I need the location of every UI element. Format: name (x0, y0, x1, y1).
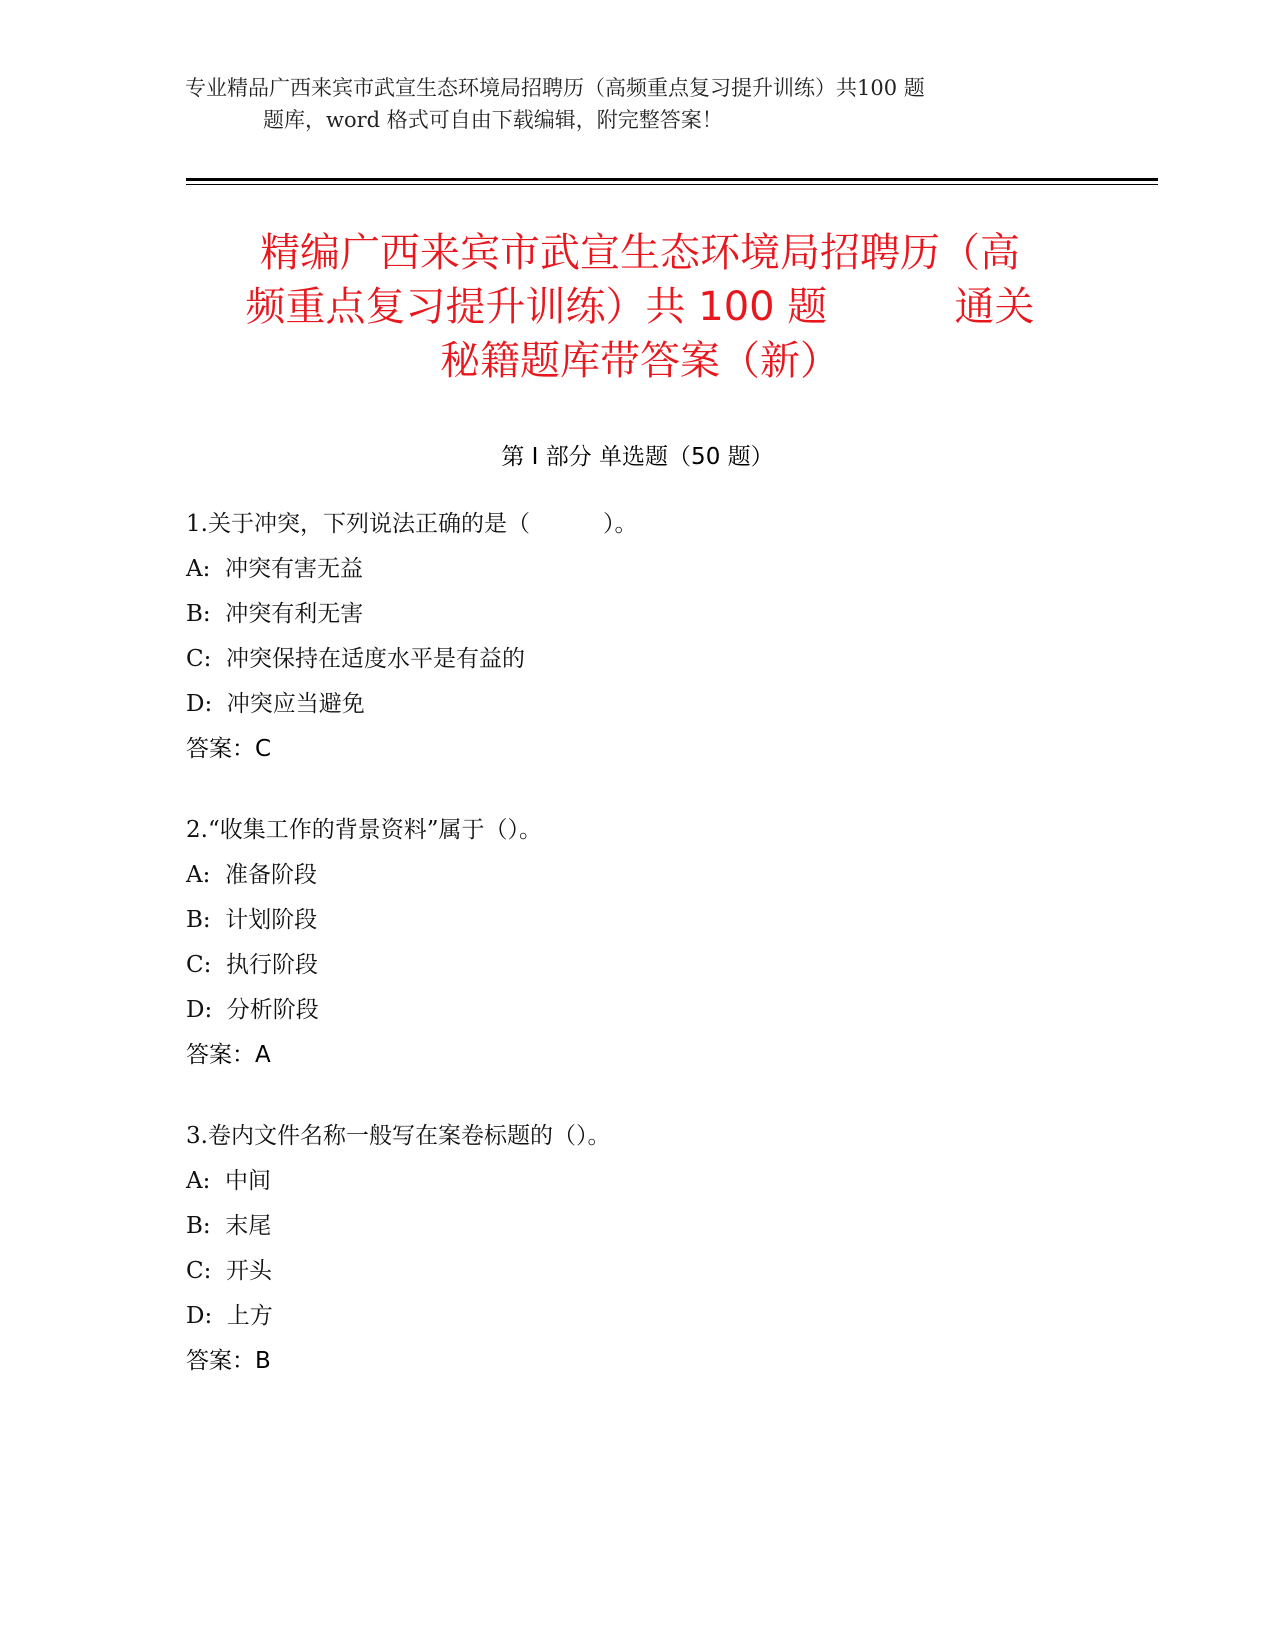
document-title (190, 226, 1090, 388)
option-c: C: 冲突保持在适度水平是有益的 (186, 646, 525, 672)
header-note-line-1: 专业精品广西来宾市武宣生态环境局招聘历（高频重点复习提升训练）共100 题 (185, 76, 925, 100)
option-a: A: 冲突有害无益 (186, 556, 363, 582)
option-b: B: 冲突有利无害 (186, 601, 364, 627)
title-line-2: 频重点复习提升训练）共 100 题 通关 (245, 284, 1035, 330)
option-d: D: 上方 (186, 1303, 273, 1329)
option-c: C: 开头 (186, 1258, 272, 1284)
option-c: C: 执行阶段 (186, 952, 318, 978)
section-title: 第 I 部分 单选题（50 题） (501, 444, 774, 470)
option-b: B: 末尾 (186, 1213, 272, 1239)
question-stem: 3.卷内文件名称一般写在案卷标题的（）。 (186, 1123, 611, 1149)
question-1 (186, 502, 1086, 772)
option-b: B: 计划阶段 (186, 907, 318, 933)
option-a: A: 中间 (186, 1168, 271, 1194)
title-line-3: 秘籍题库带答案（新） (440, 338, 840, 384)
title-line-1: 精编广西来宾市武宣生态环境局招聘历（高 (260, 230, 1020, 276)
question-2 (186, 808, 1086, 1078)
option-a: A: 准备阶段 (186, 862, 317, 888)
question-3 (186, 1114, 1086, 1384)
option-d: D: 冲突应当避免 (186, 691, 365, 717)
answer: 答案：B (186, 1348, 271, 1374)
question-stem: 2.“收集工作的背景资料”属于（）。 (186, 817, 542, 843)
header-note-line-2: 题库，word 格式可自由下载编辑，附完整答案！ (263, 108, 723, 132)
header-note (185, 72, 1065, 136)
question-stem: 1.关于冲突，下列说法正确的是（ ）。 (186, 511, 638, 537)
answer: 答案：A (186, 1042, 271, 1068)
header-rule-thin (186, 184, 1158, 185)
header-rule-thick (186, 178, 1158, 181)
option-d: D: 分析阶段 (186, 997, 319, 1023)
answer: 答案：C (186, 736, 272, 762)
